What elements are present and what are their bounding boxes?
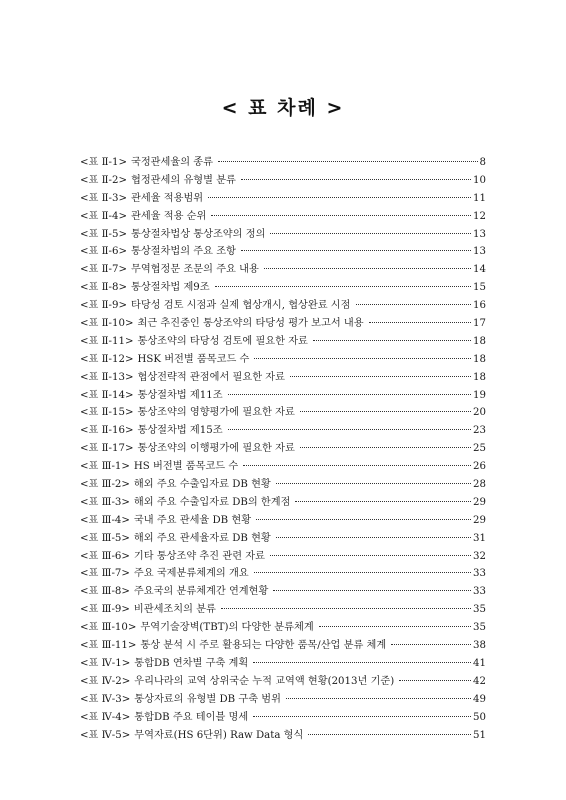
toc-dot-leader [228,429,471,430]
toc-entry-title: 통상절차법 제11조 [137,389,223,401]
toc-entry-number: <표 Ⅱ-6> [80,246,127,258]
toc-entry[interactable] [80,548,486,566]
toc-entry-title: HS 버전별 품목코드 수 [133,461,239,473]
toc-entry[interactable] [80,494,486,512]
toc-entry[interactable] [80,458,486,476]
toc-dot-leader [215,286,471,287]
toc-entry[interactable] [80,315,486,333]
toc-entry-title: 통상절차법 제15조 [137,425,223,437]
toc-entry-number: <표 Ⅲ-6> [80,550,130,562]
toc-entry-title: 기타 통상조약 추진 관련 자료 [133,550,265,562]
toc-dot-leader [399,680,471,681]
toc-dot-leader [295,501,471,502]
toc-entry-title: 관세율 적용 순위 [131,210,207,222]
toc-entry-number: <표 Ⅲ-4> [80,514,130,526]
toc-dot-leader [221,608,471,609]
toc-entry-title: 주요 국제분류체계의 개요 [133,568,249,580]
toc-entry[interactable] [80,601,486,619]
toc-entry-number: <표 Ⅱ-16> [80,425,134,437]
toc-entry-title: 관세율 적용범위 [131,192,204,204]
toc-entry-page-number: 19 [473,389,486,401]
toc-entry-page-number: 29 [473,496,486,508]
toc-entry-title: 통상절차법상 통상조약의 정의 [131,228,266,240]
toc-entry-page-number: 15 [473,282,486,294]
toc-dot-leader [241,179,471,180]
toc-entry-page-number: 35 [473,622,486,634]
toc-dot-leader [211,215,471,216]
page-title: < 표 차례 > [221,97,345,119]
toc-entry-title: 통상조약의 이행평가에 필요한 자료 [137,443,295,455]
toc-entry-number: <표 Ⅱ-10> [80,318,134,330]
toc-dot-leader [319,626,471,627]
toc-entry-page-number: 16 [473,300,486,312]
toc-dot-leader [256,519,471,520]
toc-entry-title: 무역자료(HS 6단위) Raw Data 형식 [134,729,304,741]
toc-dot-leader [300,411,471,412]
toc-dot-leader [290,376,471,377]
toc-entry-title: 우리나라의 교역 상위국순 누적 교역액 현황(2013년 기준) [134,675,395,687]
toc-entry-number: <표 Ⅲ-7> [80,568,130,580]
toc-entry-page-number: 49 [473,693,486,705]
toc-dot-leader [391,644,471,645]
toc-entry-title: 통상조약의 타당성 검토에 필요한 자료 [137,335,308,347]
toc-entry[interactable] [80,512,486,530]
toc-entry-title: 통상절차법 제9조 [131,282,210,294]
toc-entry-title: 비관세조치의 분류 [133,604,216,616]
toc-entry[interactable] [80,226,486,244]
toc-entry-page-number: 18 [473,353,486,365]
toc-entry-title: 타당성 검토 시점과 실제 협상개시, 협상완료 시점 [131,300,351,312]
toc-entry-page-number: 42 [473,675,486,687]
toc-entry-page-number: 12 [473,210,486,222]
toc-entry-page-number: 28 [473,479,486,491]
toc-entry[interactable] [80,154,486,172]
toc-entry[interactable] [80,404,486,422]
toc-dot-leader [313,340,471,341]
toc-entry-page-number: 35 [473,604,486,616]
toc-entry-number: <표 Ⅲ-10> [80,622,137,634]
toc-entry-title: 해외 주요 수출입자료 DB의 한계점 [133,496,291,508]
toc-entry-page-number: 23 [473,425,486,437]
toc-entry-title: 통상 분석 시 주로 활용되는 다양한 품목/산업 분류 체계 [140,640,387,652]
toc-entry[interactable] [80,333,486,351]
toc-dot-leader [369,322,471,323]
toc-dot-leader [270,555,471,556]
toc-entry-page-number: 8 [479,157,486,168]
toc-entry[interactable] [80,172,486,190]
toc-dot-leader [276,537,471,538]
toc-entry-page-number: 26 [473,461,486,473]
toc-entry[interactable] [80,440,486,458]
toc-entry-page-number: 33 [473,586,486,598]
toc-entry[interactable] [80,369,486,387]
toc-entry-number: <표 Ⅱ-7> [80,264,127,276]
toc-entry-number: <표 Ⅱ-17> [80,443,134,455]
toc-dot-leader [308,734,471,735]
toc-entry[interactable] [80,190,486,208]
toc-dot-leader [208,197,471,198]
toc-dot-leader [300,447,471,448]
toc-entry[interactable] [80,279,486,297]
toc-entry-number: <표 Ⅱ-13> [80,371,134,383]
toc-entry-title: 최근 추진중인 통상조약의 타당성 평가 보고서 내용 [137,318,364,330]
toc-entry-page-number: 38 [473,640,486,652]
toc-entry-page-number: 10 [473,174,486,186]
toc-entry[interactable] [80,243,486,261]
toc-entry-number: <표 Ⅱ-5> [80,228,127,240]
toc-entry-page-number: 41 [473,657,486,669]
toc-dot-leader [253,716,471,717]
toc-entry-page-number: 20 [473,407,486,419]
toc-entry-title: 무역협정문 조문의 주요 내용 [131,264,259,276]
toc-dot-leader [264,268,471,269]
toc-entry-number: <표 Ⅲ-9> [80,604,130,616]
toc-dot-leader [254,572,471,573]
toc-entry[interactable] [80,476,486,494]
toc-entry-title: 통상절차법의 주요 조항 [131,246,236,258]
toc-entry-number: <표 Ⅳ-2> [80,675,131,687]
toc-dot-leader [241,250,471,251]
toc-entry-number: <표 Ⅱ-4> [80,210,127,222]
toc-entry-page-number: 18 [473,371,486,383]
toc-entry[interactable] [80,208,486,226]
toc-entry-number: <표 Ⅱ-1> [80,157,127,168]
toc-entry-number: <표 Ⅱ-15> [80,407,134,419]
toc-entry-page-number: 17 [473,318,486,330]
toc-dot-leader [273,590,471,591]
toc-dot-leader [276,483,471,484]
toc-dot-leader [254,358,471,359]
toc-entry-title: 통상자료의 유형별 DB 구축 범위 [134,693,281,705]
toc-entry-page-number: 13 [473,246,486,258]
toc-entry[interactable] [80,530,486,548]
toc-entry-page-number: 50 [473,711,486,723]
toc-entry[interactable] [80,583,486,601]
toc-entry-page-number: 18 [473,335,486,347]
toc-entry-page-number: 29 [473,514,486,526]
toc-entry-number: <표 Ⅲ-8> [80,586,130,598]
toc-dot-leader [243,465,471,466]
toc-entry-title: 협상전략적 관점에서 필요한 자료 [137,371,285,383]
toc-entry-number: <표 Ⅲ-5> [80,532,130,544]
toc-entry[interactable] [80,565,486,583]
toc-entry[interactable] [80,422,486,440]
toc-entry[interactable] [80,673,486,691]
toc-entry-page-number: 32 [473,550,486,562]
toc-dot-leader [270,233,471,234]
toc-entry-number: <표 Ⅱ-11> [80,335,134,347]
toc-entry-number: <표 Ⅲ-1> [80,461,130,473]
toc-entry[interactable] [80,261,486,279]
toc-entry-number: <표 Ⅳ-3> [80,693,131,705]
toc-entry[interactable] [80,637,486,655]
toc-entry[interactable] [80,351,486,369]
toc-entry-number: <표 Ⅱ-2> [80,174,127,186]
toc-entry-number: <표 Ⅱ-12> [80,353,134,365]
toc-entry-title: 협정관세의 유형별 분류 [131,174,236,186]
toc-entry-number: <표 Ⅳ-4> [80,711,131,723]
toc-entry-page-number: 31 [473,532,486,544]
toc-entry[interactable] [80,709,486,727]
toc-entry-title: 무역기술장벽(TBT)의 다양한 분류체계 [140,622,314,634]
toc-entry[interactable] [80,297,486,315]
toc-entry-number: <표 Ⅱ-8> [80,282,127,294]
toc-entry-title: 통합DB 연차별 구축 계획 [134,657,249,669]
toc-entry-number: <표 Ⅳ-5> [80,729,131,741]
toc-dot-leader [218,161,478,162]
toc-entry[interactable] [80,619,486,637]
toc-entry-title: 국정관세율의 종류 [131,157,213,168]
toc-entry-title: 해외 주요 관세율자료 DB 현황 [133,532,271,544]
toc-entry-title: 통합DB 주요 테이블 명세 [134,711,249,723]
toc-dot-leader [286,698,471,699]
toc-entry-number: <표 Ⅲ-2> [80,479,130,491]
toc-entry-title: 통상조약의 영향평가에 필요한 자료 [137,407,295,419]
toc-entry-number: <표 Ⅱ-14> [80,389,134,401]
toc-entry-title: 국내 주요 관세율 DB 현황 [133,514,252,526]
toc-entry[interactable] [80,691,486,709]
toc-entry-page-number: 11 [473,192,486,204]
toc-dot-leader [228,394,471,395]
toc-entry-number: <표 Ⅱ-9> [80,300,127,312]
toc-entry-page-number: 51 [473,729,486,741]
toc-entry-page-number: 33 [473,568,486,580]
toc-entry-number: <표 Ⅱ-3> [80,192,127,204]
toc-entry-number: <표 Ⅲ-3> [80,496,130,508]
toc-dot-leader [253,662,471,663]
toc-entry-page-number: 14 [473,264,486,276]
toc-entry-title: 해외 주요 수출입자료 DB 현황 [133,479,271,491]
toc-entry[interactable] [80,387,486,405]
toc-entry-number: <표 Ⅳ-1> [80,657,131,669]
toc-entry-page-number: 13 [473,228,486,240]
toc-entry-title: HSK 버전별 품목코드 수 [137,353,250,365]
toc-entry-number: <표 Ⅲ-11> [80,640,137,652]
table-of-contents-list [80,154,486,744]
toc-entry[interactable] [80,727,486,745]
toc-entry[interactable] [80,655,486,673]
toc-entry-page-number: 25 [473,443,486,455]
toc-entry-title: 주요국의 분류체계간 연계현황 [133,586,269,598]
toc-dot-leader [356,304,472,305]
